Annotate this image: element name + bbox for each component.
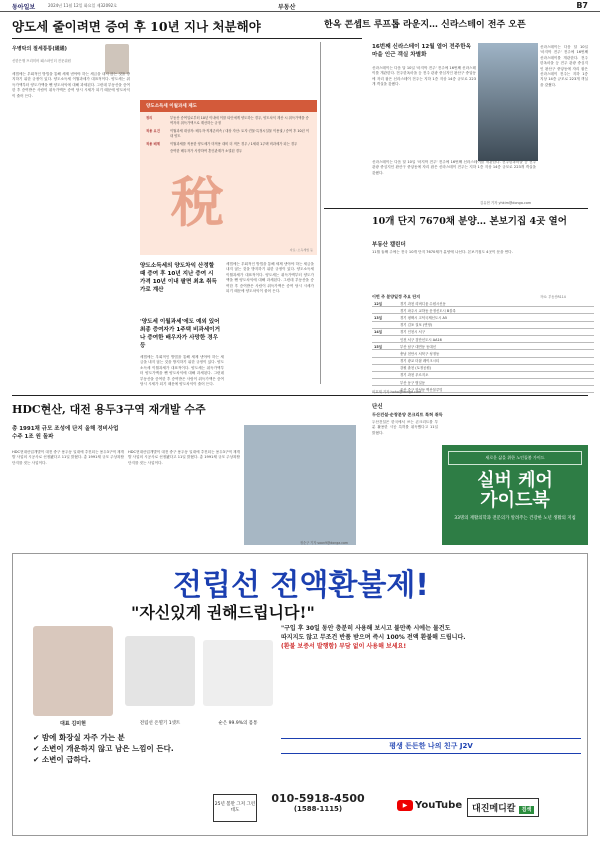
schedule-date: 15일 (372, 343, 398, 350)
hdc-body: HDC현대산업개발이 대전 중구 용두동 일대에 추진되는 용두3구역 재개발 사업의 시공사로 선정됐다고 11일 밝혔다. 총 1991채 규모 주상복합 단지를 짓는 사업이다. (12, 450, 124, 465)
page-number: B7 (576, 1, 588, 10)
schedule-table (372, 300, 594, 393)
tax-info-box (140, 100, 317, 255)
box-title: 양도소득세 이월과세 제도 (140, 100, 317, 112)
brief-body: 두산건설은 한국에서 쓰는 콘크리트를 부분 활용한 시공 특허를 취득했다고 11일 밝혔다. (372, 420, 438, 435)
main-headline: 양도세 줄이려면 증여 후 10년 지나 처분해야 (12, 19, 261, 34)
ad-title: 전립선 전액환불제! (173, 568, 429, 603)
schedule-complex: 부산 남구 대연동 동대신 (398, 343, 594, 350)
box-source: 자료: 소득세법 등 (289, 248, 313, 252)
apt-body: 11월 둘째 주에는 전국 10개 단지 7670채가 분양에 나선다. 본보기집도 4곳이 문을 연다. (372, 250, 513, 254)
hotel-body: 신라스테이는 다음 달 10일 '마지막 전주' 전주에 16번째 신라스테이를 개관한다. 전주한옥마을 등 전주 관광 중심지인 완산구 중앙동에 자리 잡은 신라스테이 전주는 지하 1층 지상 14층 규모로 223개 객실을 갖췄다. (372, 66, 476, 87)
schedule-date (372, 307, 398, 314)
table-row (372, 350, 594, 357)
author-photo (105, 44, 129, 74)
table-row (372, 321, 594, 328)
person-photo (33, 626, 113, 716)
divider (324, 208, 588, 209)
main-body-col3: 세법에는 우회적인 방법을 통해 세제 낸야야 하는 세금을 내지 않는 것을 방지하기 위한 규정이 있다. 양도소득세 이월과세가 대표적이다. 양도세는 취득가액부터 양도가액을 뺀 양도차익에 대해 과세된다. 그런데 부동산을 증여한 후 증여받은 사람이 취득가액은 증여 당시 시세가 되기 때문에 양도차익이 줄어 든다. (226, 262, 314, 294)
person-name: 대표 김미현 (60, 721, 86, 727)
main-body-col1: 세법에는 우회적인 방법을 통해 세제 낸야야 하는 세금을 내지 않는 것을 방지하기 위한 규정이 있다. 양도소득세 이월과세가 대표적이다. 양도세는 취득가액부터 양도가액을 뺀 양도차익에 대해 과세된다. 그런데 부동산을 증여한 후 증여받은 사람이 취득가액은 증여 당시 시세가 되기 때문에 양도차익이 줄어 든다. (12, 72, 130, 98)
apt-headline: 10개 단지 7670채 분양… 본보기집 4곳 열어 (372, 216, 567, 227)
schedule-complex: 강원 춘천 (토정공원) (398, 364, 594, 371)
ad-guarantee (281, 624, 581, 651)
list-item: ✔ 밤에 화장실 자주 가는 분 (33, 733, 125, 742)
schedule-complex: 경기 김포 걸포 (연영) (398, 321, 594, 328)
schedule-date (372, 321, 398, 328)
schedule-complex: 경기 광교 더샵 레이크시티 (398, 357, 594, 364)
pull-quote-2: '양도세 이월과세'에도 예외 있어 최종 증여자가 1주택 비과세이거나 증여한 배우자가 사망한 경우 등 (140, 319, 220, 349)
apt-byline: 이호재 기자 hoho@donga.com (372, 390, 422, 394)
book-tagline: 새로운 삶을 위한 노인돌봄 가이드 (448, 451, 582, 465)
ad-phone-block (263, 792, 373, 813)
ad-subtitle: "자신있게 권해드립니다!" (131, 603, 315, 622)
device-note: 순은 99.9%의 몸통 (218, 721, 258, 726)
issue-date: 2024년 11월 12일 화요일 제32092호 (48, 3, 118, 8)
ad-hours: 25년 봄만 그저 그런데도 (213, 794, 257, 822)
box-row: 증여한 배우자가 사망하여 혼인관계가 소멸된 경우 (170, 149, 243, 153)
page-header (0, 0, 600, 12)
youtube-logo[interactable] (397, 800, 462, 811)
hotel-byline: 김유현 기자 yhkim@donga.com (480, 201, 532, 205)
schedule-complex: 경기 인천시 서구 (398, 328, 594, 335)
schedule-complex: 인천 서구 검단신도시 AA16 (398, 335, 594, 342)
schedule-date (372, 364, 398, 371)
divider (12, 38, 362, 39)
schedule-complex: 충남 천안시 서북구 성정동 (398, 350, 594, 357)
schedule-date: 14일 (372, 328, 398, 335)
box-row: 적용 배제 이월과세를 적용한 양도세가 미적용 대비 더 적은 경우 / 1세대 1주택 비과세가 되는 경우 (146, 142, 298, 146)
schedule-date: 13일 (372, 314, 398, 321)
book-title-2: 가이드북 (480, 490, 550, 511)
ad-line: "구입 후 30일 동안 충분히 사용해 보시고 불만족 시에는 물건도 (281, 625, 451, 632)
ad-line: 따지지도 않고 무조건 반품 받으며 즉시 100% 전액 환불해 드립니다. (281, 634, 466, 641)
prostate-advert (12, 553, 588, 836)
hotel-headline: 한옥 콘셉트 루프톱 라운지… 신라스테이 전주 오픈 (324, 20, 526, 30)
brief-headline: 두산건설·순창분양 콘크리트 특허 취득 (372, 412, 443, 417)
schedule-date (372, 371, 398, 378)
search-button[interactable]: 검색 (519, 806, 535, 814)
device-label: 전립선 온열기 1셋트 (139, 721, 181, 726)
table-row (372, 314, 594, 321)
pull-quote: 양도소득세의 양도차익 산정할 때 증여 후 10년 지난 증여 시 가격 10년 이내 팔면 최초 취득가로 계산 (140, 263, 217, 293)
box-row: 적용 요건 이월과세 대상자: 배우자·직계존비속 / 대상 자산: 토지·건물·특정시설물 이용권 / 증여 후 10년 이내 양도 (146, 129, 310, 138)
newspaper-logo: 동아일보 (12, 4, 36, 11)
box-row: 정의 부동산 증여일로부터 10년 이내에 이를 타인에게 양도하는 경우, 양도차익 계산 시 취득가액을 증여자의 취득가액으로 계산하는 규정 (146, 116, 309, 125)
schedule-date (372, 379, 398, 386)
hotel-subhead: 16번째 신라스테이 12월 열어 전주한옥마을 인근 객실 차별화 (372, 44, 472, 58)
table-source: 자료: 부동산R114 (540, 295, 566, 299)
hotel-body-3: 신라스테이는 다음 달 10일 '마지막 전주' 전주에 16번째 신라스테이를 개관한다. 전주한옥마을 등 전주 관광 중심지인 완산구 중앙동에 자리 잡은 신라스테이 전주는 지하 1층 지상 14층 규모로 223개 객실을 갖췄다. (372, 160, 536, 175)
schedule-complex: 경기 과천 푸르지오 (398, 371, 594, 378)
hdc-body-2: HDC현대산업개발이 대전 중구 용두동 일대에 추진되는 용두3구역 재개발 사업의 시공사로 선정됐다고 11일 밝혔다. 총 1991채 규모 주상복합 단지를 짓는 사업이다. (128, 450, 240, 465)
hdc-byline: 정순구 기자 soon9@donga.com (300, 541, 349, 545)
schedule-date: 12일 (372, 300, 398, 307)
book-advert (442, 445, 588, 545)
book-title-1: 실버 케어 (477, 470, 553, 491)
table-row (372, 343, 594, 350)
column-divider (320, 42, 321, 384)
table-row (372, 307, 594, 314)
device-photo (125, 636, 195, 706)
main-body-col2: 세법에는 우회적인 방법을 통해 세제 낸야야 하는 세금을 내지 않는 것을 방지하기 위한 규정이 있다. 양도소득세 이월과세가 대표적이다. 양도세는 취득가액부터 양도가액을 뺀 양도차익에 대해 과세된다. 그런데 부동산을 증여한 후 증여받은 사람이 취득가액은 증여 당시 시세가 되기 때문에 양도차익이 줄어 든다. (140, 355, 224, 387)
table-row (372, 364, 594, 371)
divider (12, 395, 588, 396)
table-row (372, 357, 594, 364)
table-row (372, 300, 594, 307)
schedule-complex: 부산 동구 범일동 (398, 379, 594, 386)
section-title: 부동산 (278, 4, 296, 11)
youtube-label: YouTube (415, 800, 463, 811)
device-photo-2 (203, 640, 273, 706)
ad-phone[interactable]: 010-5918-4500 (271, 792, 365, 805)
list-item: ✔ 소변이 급하다. (33, 755, 91, 764)
table-title: 이번 주 분양일정 주요 단지 (372, 294, 421, 299)
table-row (372, 371, 594, 378)
hdc-photo (244, 425, 356, 545)
symptom-list (33, 732, 273, 782)
schedule-date (372, 335, 398, 342)
table-row (372, 328, 594, 335)
book-desc: 33명의 재활의학과 전문의가 알려주는 건강한 노년 생활의 지침 (454, 516, 576, 521)
ad-phone-2[interactable]: (1588-1115) (293, 805, 343, 813)
column-title: 우병탁의 절세통통(通通) (12, 46, 67, 52)
brand-search-box[interactable]: 대진메디칼 검색 (467, 798, 539, 817)
apt-title: 부동산 캘린더 (372, 242, 406, 248)
hdc-subhead: 총 1991채 규모 조성에 단지 올해 정비사업 수주 1조 원 돌파 (12, 426, 119, 440)
brief-title: 단신 (372, 404, 383, 410)
table-row (372, 335, 594, 342)
list-item: ✔ 소변이 개운하지 않고 남은 느낌이 든다. (33, 744, 174, 753)
schedule-complex: 경기 파주시 교하동 운정신도시 B블록 (398, 307, 594, 314)
author-desc: 신한은행 프리미어 패스파인더 전문위원 (12, 59, 71, 63)
hdc-headline: HDC현산, 대전 용두3구역 재개발 수주 (12, 403, 206, 416)
schedule-complex: 울산 중구 학성동 벽산블루밍 (398, 386, 594, 393)
schedule-complex: 경기 과천 리버디움 수원시신동 (398, 300, 594, 307)
schedule-date (372, 357, 398, 364)
play-icon: ▶ (397, 800, 413, 811)
hotel-body-2: 신라스테이는 다음 달 10일 '마지막 전주' 전주에 16번째 신라스테이를 개관한다. 전주한옥마을 등 전주 관광 중심지인 완산구 중앙동에 자리 잡은 신라스테이 전주는 지하 1층 지상 14층 규모로 223개 객실을 갖췄다. (540, 45, 588, 87)
schedule-complex: 경기 평택시 고덕국제신도시 A5 (398, 314, 594, 321)
ad-line: (환불 보증서 발행함) 부담 없이 사용해 보세요! (281, 643, 407, 650)
hotel-photo (478, 43, 538, 161)
tax-illustration: 稅 (170, 170, 224, 234)
ad-partner: 평생 든든한 나의 친구 J2V (281, 738, 581, 754)
schedule-date (372, 350, 398, 357)
table-row (372, 379, 594, 386)
